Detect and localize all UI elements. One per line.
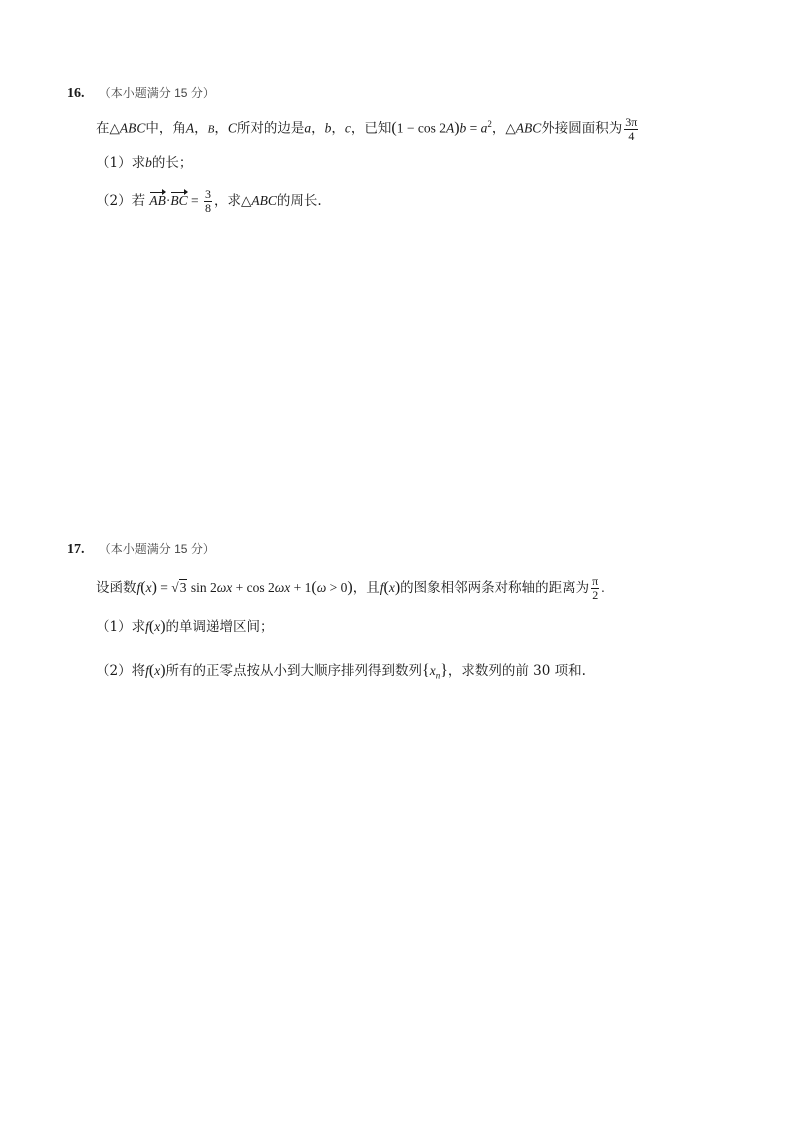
problem-16-stem: 在△ABC中，角A，B，C所对的边是a，b，c，已知$(1 - \cos 2A)b = a^2$，△ABC外接圆面积为 $\frac{3\pi}{4}$ [96, 114, 638, 143]
problem-17-stem: 设函数f(x) = √3 sin 2ωx + cos 2ωx + 1(ω > 0)，且f(x)的图象相邻两条对称轴的距离为 $\frac{\pi}{2}$ . [96, 574, 605, 602]
problem-17-question-2: （2）将f(x)所有的正零点按从小到大顺序排列得到数列$\{x_n\}$，求数列的前 30 项和. [96, 662, 586, 681]
problem-16-header [67, 84, 215, 102]
problem-17-question-1: （1）求f(x)的单调递增区间； [96, 618, 274, 635]
sqrt-3: √3 [171, 580, 187, 595]
fraction-3-over-8: $\frac{3}{8}$ [205, 187, 212, 215]
vector-ab: AB [149, 191, 166, 211]
vector-bc: BC [170, 191, 187, 211]
problem-16-question-1: （1）求b的长； [96, 155, 193, 171]
problem-17-header [67, 540, 215, 558]
problem-score: （本小题满分 15 分） [98, 542, 215, 556]
fraction-3pi-over-4: $\frac{3\pi}{4}$ [625, 114, 638, 143]
problem-number: 16. [67, 86, 85, 101]
problem-number: 17. [67, 542, 85, 557]
problem-score: （本小题满分 15 分） [98, 86, 215, 100]
fraction-pi-over-2: $\frac{\pi}{2}$ [592, 574, 599, 602]
problem-16-question-2: （2）若 AB·BC = $\frac{3}{8}$ ，求△ABC的周长. [96, 187, 322, 215]
